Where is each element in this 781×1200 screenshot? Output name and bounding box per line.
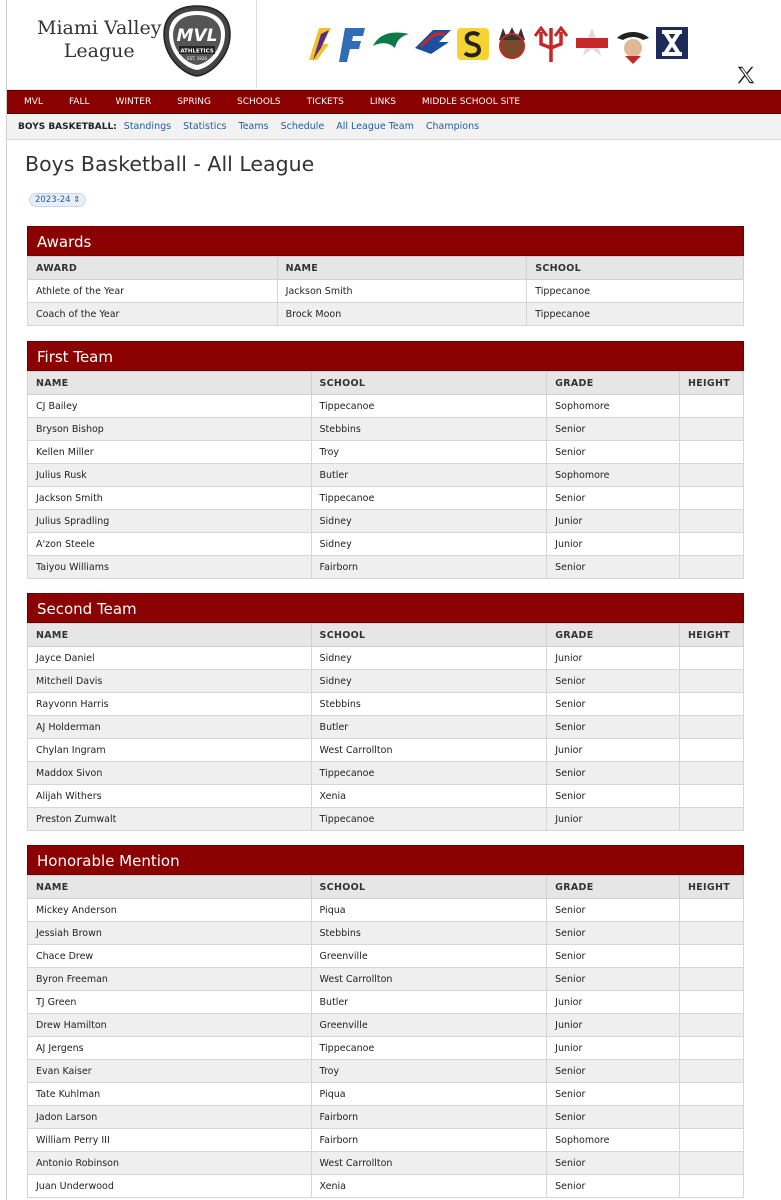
table-cell: Byron Freeman (28, 968, 312, 991)
table-cell: Senior (547, 899, 680, 922)
table-cell: Jackson Smith (277, 280, 527, 303)
nav-spring[interactable]: SPRING (177, 97, 211, 107)
table-cell: TJ Green (28, 991, 312, 1014)
table-row (28, 441, 744, 464)
page-frame (6, 0, 781, 1200)
table-cell: Jadon Larson (28, 1106, 312, 1129)
awards-heading: Awards (27, 226, 744, 256)
league-name (37, 17, 161, 63)
table-row (28, 1129, 744, 1152)
table-cell: William Perry III (28, 1129, 312, 1152)
column-header: HEIGHT (680, 624, 744, 647)
table-header-row (28, 257, 744, 280)
second-team-heading: Second Team (27, 593, 744, 623)
table-cell (680, 693, 744, 716)
subnav-standings[interactable]: Standings (123, 121, 172, 132)
table-cell: Stebbins (311, 922, 547, 945)
table-cell: Senior (547, 670, 680, 693)
column-header: HEIGHT (680, 372, 744, 395)
table-row (28, 716, 744, 739)
table-row (28, 418, 744, 441)
table-cell (680, 1037, 744, 1060)
school-logo-stebbins-icon[interactable] (413, 26, 453, 56)
table-cell: Tippecanoe (311, 762, 547, 785)
nav-tickets[interactable]: TICKETS (306, 97, 344, 107)
table-cell (680, 441, 744, 464)
table-row (28, 1152, 744, 1175)
table-cell: Jackson Smith (28, 487, 312, 510)
table-cell: Sidney (311, 510, 547, 533)
table-cell: Troy (311, 1060, 547, 1083)
table-cell (680, 395, 744, 418)
table-cell (680, 647, 744, 670)
page-title: Boys Basketball - All League (25, 152, 315, 176)
chevron-updown-icon: ⇕ (73, 195, 81, 205)
table-cell: Piqua (311, 899, 547, 922)
subnav-all-league-team[interactable]: All League Team (336, 121, 414, 132)
table-cell (680, 464, 744, 487)
table-cell (680, 716, 744, 739)
table-cell: Junior (547, 739, 680, 762)
school-logos (303, 26, 693, 68)
table-row (28, 693, 744, 716)
table-cell: Juan Underwood (28, 1175, 312, 1198)
table-cell: Maddox Sivon (28, 762, 312, 785)
table-cell: Piqua (311, 1083, 547, 1106)
table-cell: Troy (311, 441, 547, 464)
table-cell (680, 1106, 744, 1129)
table-cell: Junior (547, 808, 680, 831)
table-cell: Athlete of the Year (28, 280, 278, 303)
table-cell: Senior (547, 716, 680, 739)
column-header: GRADE (547, 372, 680, 395)
table-header-row (28, 876, 744, 899)
table-cell (680, 785, 744, 808)
table-row (28, 922, 744, 945)
table-cell: Taiyou Williams (28, 556, 312, 579)
table-cell: Jessiah Brown (28, 922, 312, 945)
first-team-heading: First Team (27, 341, 744, 371)
table-cell (680, 762, 744, 785)
column-header: SCHOOL (311, 372, 547, 395)
table-cell: Chace Drew (28, 945, 312, 968)
school-logo-troy-icon[interactable] (573, 26, 611, 60)
column-header: SCHOOL (311, 876, 547, 899)
svg-text:MVL: MVL (176, 26, 218, 46)
table-cell: Senior (547, 556, 680, 579)
nav-fall[interactable]: FALL (68, 97, 90, 107)
table-cell: AJ Holderman (28, 716, 312, 739)
table-row (28, 556, 744, 579)
table-cell (680, 1129, 744, 1152)
table-cell: Tate Kuhlman (28, 1083, 312, 1106)
nav-schools[interactable]: SCHOOLS (236, 97, 281, 107)
table-cell (680, 1083, 744, 1106)
table-cell: Fairborn (311, 1129, 547, 1152)
nav-winter[interactable]: WINTER (115, 97, 152, 107)
awards-section (27, 226, 744, 326)
table-cell: Senior (547, 487, 680, 510)
school-logo-tippecanoe-icon[interactable] (533, 26, 569, 64)
nav-links[interactable]: LINKS (369, 97, 396, 107)
table-cell: West Carrollton (311, 968, 547, 991)
table-cell: Xenia (311, 785, 547, 808)
table-cell: CJ Bailey (28, 395, 312, 418)
second-team-table (27, 623, 744, 831)
table-row (28, 945, 744, 968)
school-logo-piqua-icon[interactable] (495, 26, 529, 64)
season-select[interactable] (29, 193, 86, 207)
table-cell: Drew Hamilton (28, 1014, 312, 1037)
table-row (28, 899, 744, 922)
table-cell: Brock Moon (277, 303, 527, 326)
table-cell (680, 1152, 744, 1175)
table-cell: Julius Spradling (28, 510, 312, 533)
season-value: 2023-24 (35, 195, 71, 205)
table-row (28, 968, 744, 991)
table-cell (680, 945, 744, 968)
honorable-mention-table (27, 875, 744, 1198)
table-cell: Jayce Daniel (28, 647, 312, 670)
honorable-mention-section (27, 845, 744, 1198)
site-header (7, 0, 781, 90)
table-cell (680, 968, 744, 991)
subnav-champions[interactable]: Champions (425, 121, 480, 132)
table-row (28, 510, 744, 533)
table-cell: Tippecanoe (527, 303, 744, 326)
column-header: NAME (277, 257, 527, 280)
table-row (28, 464, 744, 487)
table-row (28, 533, 744, 556)
table-cell (680, 1060, 744, 1083)
table-cell: Senior (547, 1175, 680, 1198)
table-row (28, 1037, 744, 1060)
school-logo-west-carrollton-icon[interactable] (615, 26, 651, 64)
subnav-label: BOYS BASKETBALL: (18, 121, 117, 132)
table-cell (680, 922, 744, 945)
table-cell: Tippecanoe (311, 395, 547, 418)
table-row (28, 670, 744, 693)
school-logo-greenville-icon[interactable] (371, 26, 411, 52)
table-cell: Junior (547, 533, 680, 556)
table-row (28, 487, 744, 510)
table-header-row (28, 624, 744, 647)
table-cell (680, 899, 744, 922)
table-cell: Julius Rusk (28, 464, 312, 487)
table-cell: Stebbins (311, 418, 547, 441)
table-cell: Sophomore (547, 464, 680, 487)
table-cell: Senior (547, 922, 680, 945)
table-cell: Alijah Withers (28, 785, 312, 808)
table-cell: Junior (547, 510, 680, 533)
table-cell: Senior (547, 441, 680, 464)
table-cell: AJ Jergens (28, 1037, 312, 1060)
table-cell: Fairborn (311, 556, 547, 579)
table-cell: Mitchell Davis (28, 670, 312, 693)
league-logo[interactable] (7, 0, 257, 88)
first-team-table (27, 371, 744, 579)
subnav-statistics[interactable]: Statistics (183, 121, 227, 132)
table-row (28, 762, 744, 785)
table-row (28, 303, 744, 326)
table-cell: A'zon Steele (28, 533, 312, 556)
table-cell: Senior (547, 968, 680, 991)
table-cell: West Carrollton (311, 1152, 547, 1175)
table-cell: Senior (547, 1083, 680, 1106)
table-row (28, 991, 744, 1014)
table-cell: Senior (547, 693, 680, 716)
table-cell: Butler (311, 464, 547, 487)
table-cell (680, 808, 744, 831)
table-cell: Senior (547, 1152, 680, 1175)
column-header: GRADE (547, 624, 680, 647)
table-cell: Antonio Robinson (28, 1152, 312, 1175)
table-cell: Tippecanoe (311, 487, 547, 510)
table-cell: Bryson Bishop (28, 418, 312, 441)
awards-table (27, 256, 744, 326)
table-cell: Preston Zumwalt (28, 808, 312, 831)
table-row (28, 1175, 744, 1198)
table-row (28, 785, 744, 808)
table-cell: Senior (547, 1060, 680, 1083)
table-cell: Coach of the Year (28, 303, 278, 326)
school-logo-1-icon[interactable] (307, 26, 333, 62)
table-cell: Rayvonn Harris (28, 693, 312, 716)
table-cell: Junior (547, 647, 680, 670)
table-cell: Kellen Miller (28, 441, 312, 464)
table-cell (680, 670, 744, 693)
svg-text:ATHLETICS: ATHLETICS (180, 48, 214, 55)
table-cell: Junior (547, 1014, 680, 1037)
sport-subnav (7, 114, 781, 140)
column-header: SCHOOL (311, 624, 547, 647)
table-cell: West Carrollton (311, 739, 547, 762)
league-name-line1: Miami Valley (37, 17, 162, 39)
column-header: GRADE (547, 876, 680, 899)
table-cell: Greenville (311, 1014, 547, 1037)
table-cell (680, 556, 744, 579)
table-cell: Sidney (311, 647, 547, 670)
table-cell: Sidney (311, 533, 547, 556)
table-cell: Evan Kaiser (28, 1060, 312, 1083)
table-cell: Senior (547, 945, 680, 968)
column-header: NAME (28, 624, 312, 647)
table-cell: Fairborn (311, 1106, 547, 1129)
table-cell: Sophomore (547, 1129, 680, 1152)
column-header: AWARD (28, 257, 278, 280)
second-team-section (27, 593, 744, 831)
table-cell: Stebbins (311, 693, 547, 716)
table-cell: Butler (311, 716, 547, 739)
table-cell: Tippecanoe (527, 280, 744, 303)
nav-mvl[interactable]: MVL (24, 97, 43, 107)
school-logo-fairborn-icon[interactable] (337, 26, 367, 64)
table-cell: Mickey Anderson (28, 899, 312, 922)
table-cell (680, 1014, 744, 1037)
table-row (28, 1106, 744, 1129)
table-cell: Sidney (311, 670, 547, 693)
column-header: HEIGHT (680, 876, 744, 899)
svg-text:EST. 1926: EST. 1926 (187, 56, 207, 61)
table-row (28, 280, 744, 303)
table-row (28, 1083, 744, 1106)
table-cell (680, 510, 744, 533)
table-cell: Junior (547, 1037, 680, 1060)
table-cell (680, 991, 744, 1014)
table-cell: Senior (547, 418, 680, 441)
table-cell (680, 533, 744, 556)
column-header: NAME (28, 876, 312, 899)
mvl-badge-icon (162, 4, 232, 78)
main-nav (7, 90, 781, 114)
table-row (28, 395, 744, 418)
table-cell: Tippecanoe (311, 1037, 547, 1060)
table-row (28, 739, 744, 762)
table-cell (680, 418, 744, 441)
honorable-mention-heading: Honorable Mention (27, 845, 744, 875)
subnav-teams[interactable]: Teams (238, 121, 269, 132)
first-team-section (27, 341, 744, 579)
table-cell (680, 1175, 744, 1198)
table-row (28, 1060, 744, 1083)
school-logo-sidney-icon[interactable] (455, 26, 491, 62)
table-cell: Chylan Ingram (28, 739, 312, 762)
table-row (28, 1014, 744, 1037)
table-cell: Butler (311, 991, 547, 1014)
subnav-schedule[interactable]: Schedule (280, 121, 325, 132)
table-row (28, 808, 744, 831)
league-name-line2: League (63, 40, 135, 62)
table-cell: Sophomore (547, 395, 680, 418)
table-cell: Senior (547, 1106, 680, 1129)
table-cell (680, 487, 744, 510)
school-logo-xenia-icon[interactable] (655, 26, 689, 60)
table-cell: Senior (547, 785, 680, 808)
table-cell: Xenia (311, 1175, 547, 1198)
table-cell (680, 739, 744, 762)
table-row (28, 647, 744, 670)
table-cell: Tippecanoe (311, 808, 547, 831)
table-cell: Senior (547, 762, 680, 785)
table-cell: Junior (547, 991, 680, 1014)
nav-middle-school-site[interactable]: MIDDLE SCHOOL SITE (421, 97, 521, 107)
column-header: NAME (28, 372, 312, 395)
column-header: SCHOOL (527, 257, 744, 280)
table-cell: Greenville (311, 945, 547, 968)
table-header-row (28, 372, 744, 395)
x-social-icon[interactable] (735, 64, 757, 86)
